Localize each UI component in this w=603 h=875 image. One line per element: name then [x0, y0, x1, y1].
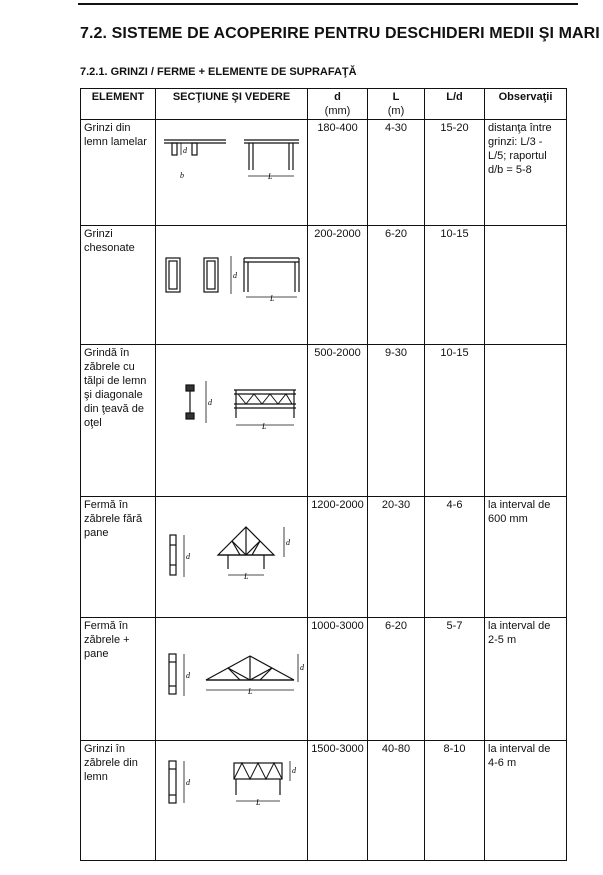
cell-obs: la interval de 600 mm — [485, 497, 567, 618]
cell-element: Grindă în zăbrele cu tălpi de lemn şi diagonale din ţeavă de oţel — [81, 345, 156, 497]
truss-with-purlins-drawing — [156, 618, 308, 735]
label-L: L — [262, 422, 267, 431]
cell-l: 6-20 — [368, 618, 425, 741]
cell-ld: 10-15 — [425, 226, 485, 345]
col-l: L (m) — [368, 89, 425, 120]
label-d: d — [186, 671, 190, 680]
cell-element: Fermă în zăbrele + pane — [81, 618, 156, 741]
col-element: ELEMENT — [81, 89, 156, 120]
label-d: d — [233, 271, 237, 280]
cell-drawing — [156, 741, 308, 861]
cell-element: Fermă în zăbrele fără pane — [81, 497, 156, 618]
label-d: d — [208, 398, 212, 407]
cell-d: 1000-3000 — [308, 618, 368, 741]
cell-obs: la interval de 4-6 m — [485, 741, 567, 861]
col-section: SECŢIUNE ŞI VEDERE — [156, 89, 308, 120]
cell-element: Grinzi în zăbrele din lemn — [81, 741, 156, 861]
col-obs: Observaţii — [485, 89, 567, 120]
label-d-view: d — [292, 766, 296, 775]
cell-ld: 8-10 — [425, 741, 485, 861]
label-L: L — [268, 172, 273, 181]
section-title: 7.2. SISTEME DE ACOPERIRE PENTRU DESCHIDERI MEDII ŞI MARI — [80, 25, 600, 42]
cell-d: 180-400 — [308, 120, 368, 226]
label-d: d — [186, 778, 190, 787]
structures-table — [80, 88, 567, 861]
cell-drawing — [156, 226, 308, 345]
subsection-title: 7.2.1. GRINZI / FERME + ELEMENTE DE SUPRAFAŢĂ — [80, 66, 357, 78]
cell-element: Grinzi chesonate — [81, 226, 156, 345]
cell-d: 1200-2000 — [308, 497, 368, 618]
cell-d: 1500-3000 — [308, 741, 368, 861]
col-d: d (mm) — [308, 89, 368, 120]
cell-obs: distanţa între grinzi: L/3 - L/5; raportul d/b = 5-8 — [485, 120, 567, 226]
label-L: L — [248, 687, 253, 696]
table-row — [81, 120, 567, 226]
cell-obs — [485, 345, 567, 497]
cell-ld: 10-15 — [425, 345, 485, 497]
table-row — [81, 345, 567, 497]
top-rule — [78, 3, 578, 5]
col-ld: L/d — [425, 89, 485, 120]
label-d: d — [183, 146, 187, 155]
table-row — [81, 226, 567, 345]
cell-d: 500-2000 — [308, 345, 368, 497]
cell-element: Grinzi din lemn lamelar — [81, 120, 156, 226]
cell-obs — [485, 226, 567, 345]
cell-drawing — [156, 120, 308, 226]
cell-l: 4-30 — [368, 120, 425, 226]
cell-ld: 5-7 — [425, 618, 485, 741]
table-row — [81, 618, 567, 741]
cell-l: 40-80 — [368, 741, 425, 861]
cell-l: 9-30 — [368, 345, 425, 497]
label-b: b — [180, 171, 184, 180]
cell-drawing — [156, 497, 308, 618]
label-L: L — [270, 294, 275, 303]
cell-d: 200-2000 — [308, 226, 368, 345]
label-L: L — [244, 572, 249, 581]
timber-steel-truss-drawing — [156, 345, 308, 490]
table-row — [81, 497, 567, 618]
cell-drawing — [156, 345, 308, 497]
glulam-beam-drawing — [156, 120, 308, 220]
cell-ld: 4-6 — [425, 497, 485, 618]
table-row — [81, 741, 567, 861]
timber-lattice-beam-drawing — [156, 741, 308, 855]
label-L: L — [256, 798, 261, 807]
label-d-view: d — [300, 663, 304, 672]
cell-obs: la interval de 2-5 m — [485, 618, 567, 741]
box-beam-drawing — [156, 226, 308, 341]
label-d-view: d — [286, 538, 290, 547]
cell-drawing — [156, 618, 308, 741]
cell-l: 6-20 — [368, 226, 425, 345]
cell-l: 20-30 — [368, 497, 425, 618]
header-row — [81, 89, 567, 120]
truss-no-purlins-drawing — [156, 497, 308, 612]
label-d: d — [186, 552, 190, 561]
cell-ld: 15-20 — [425, 120, 485, 226]
